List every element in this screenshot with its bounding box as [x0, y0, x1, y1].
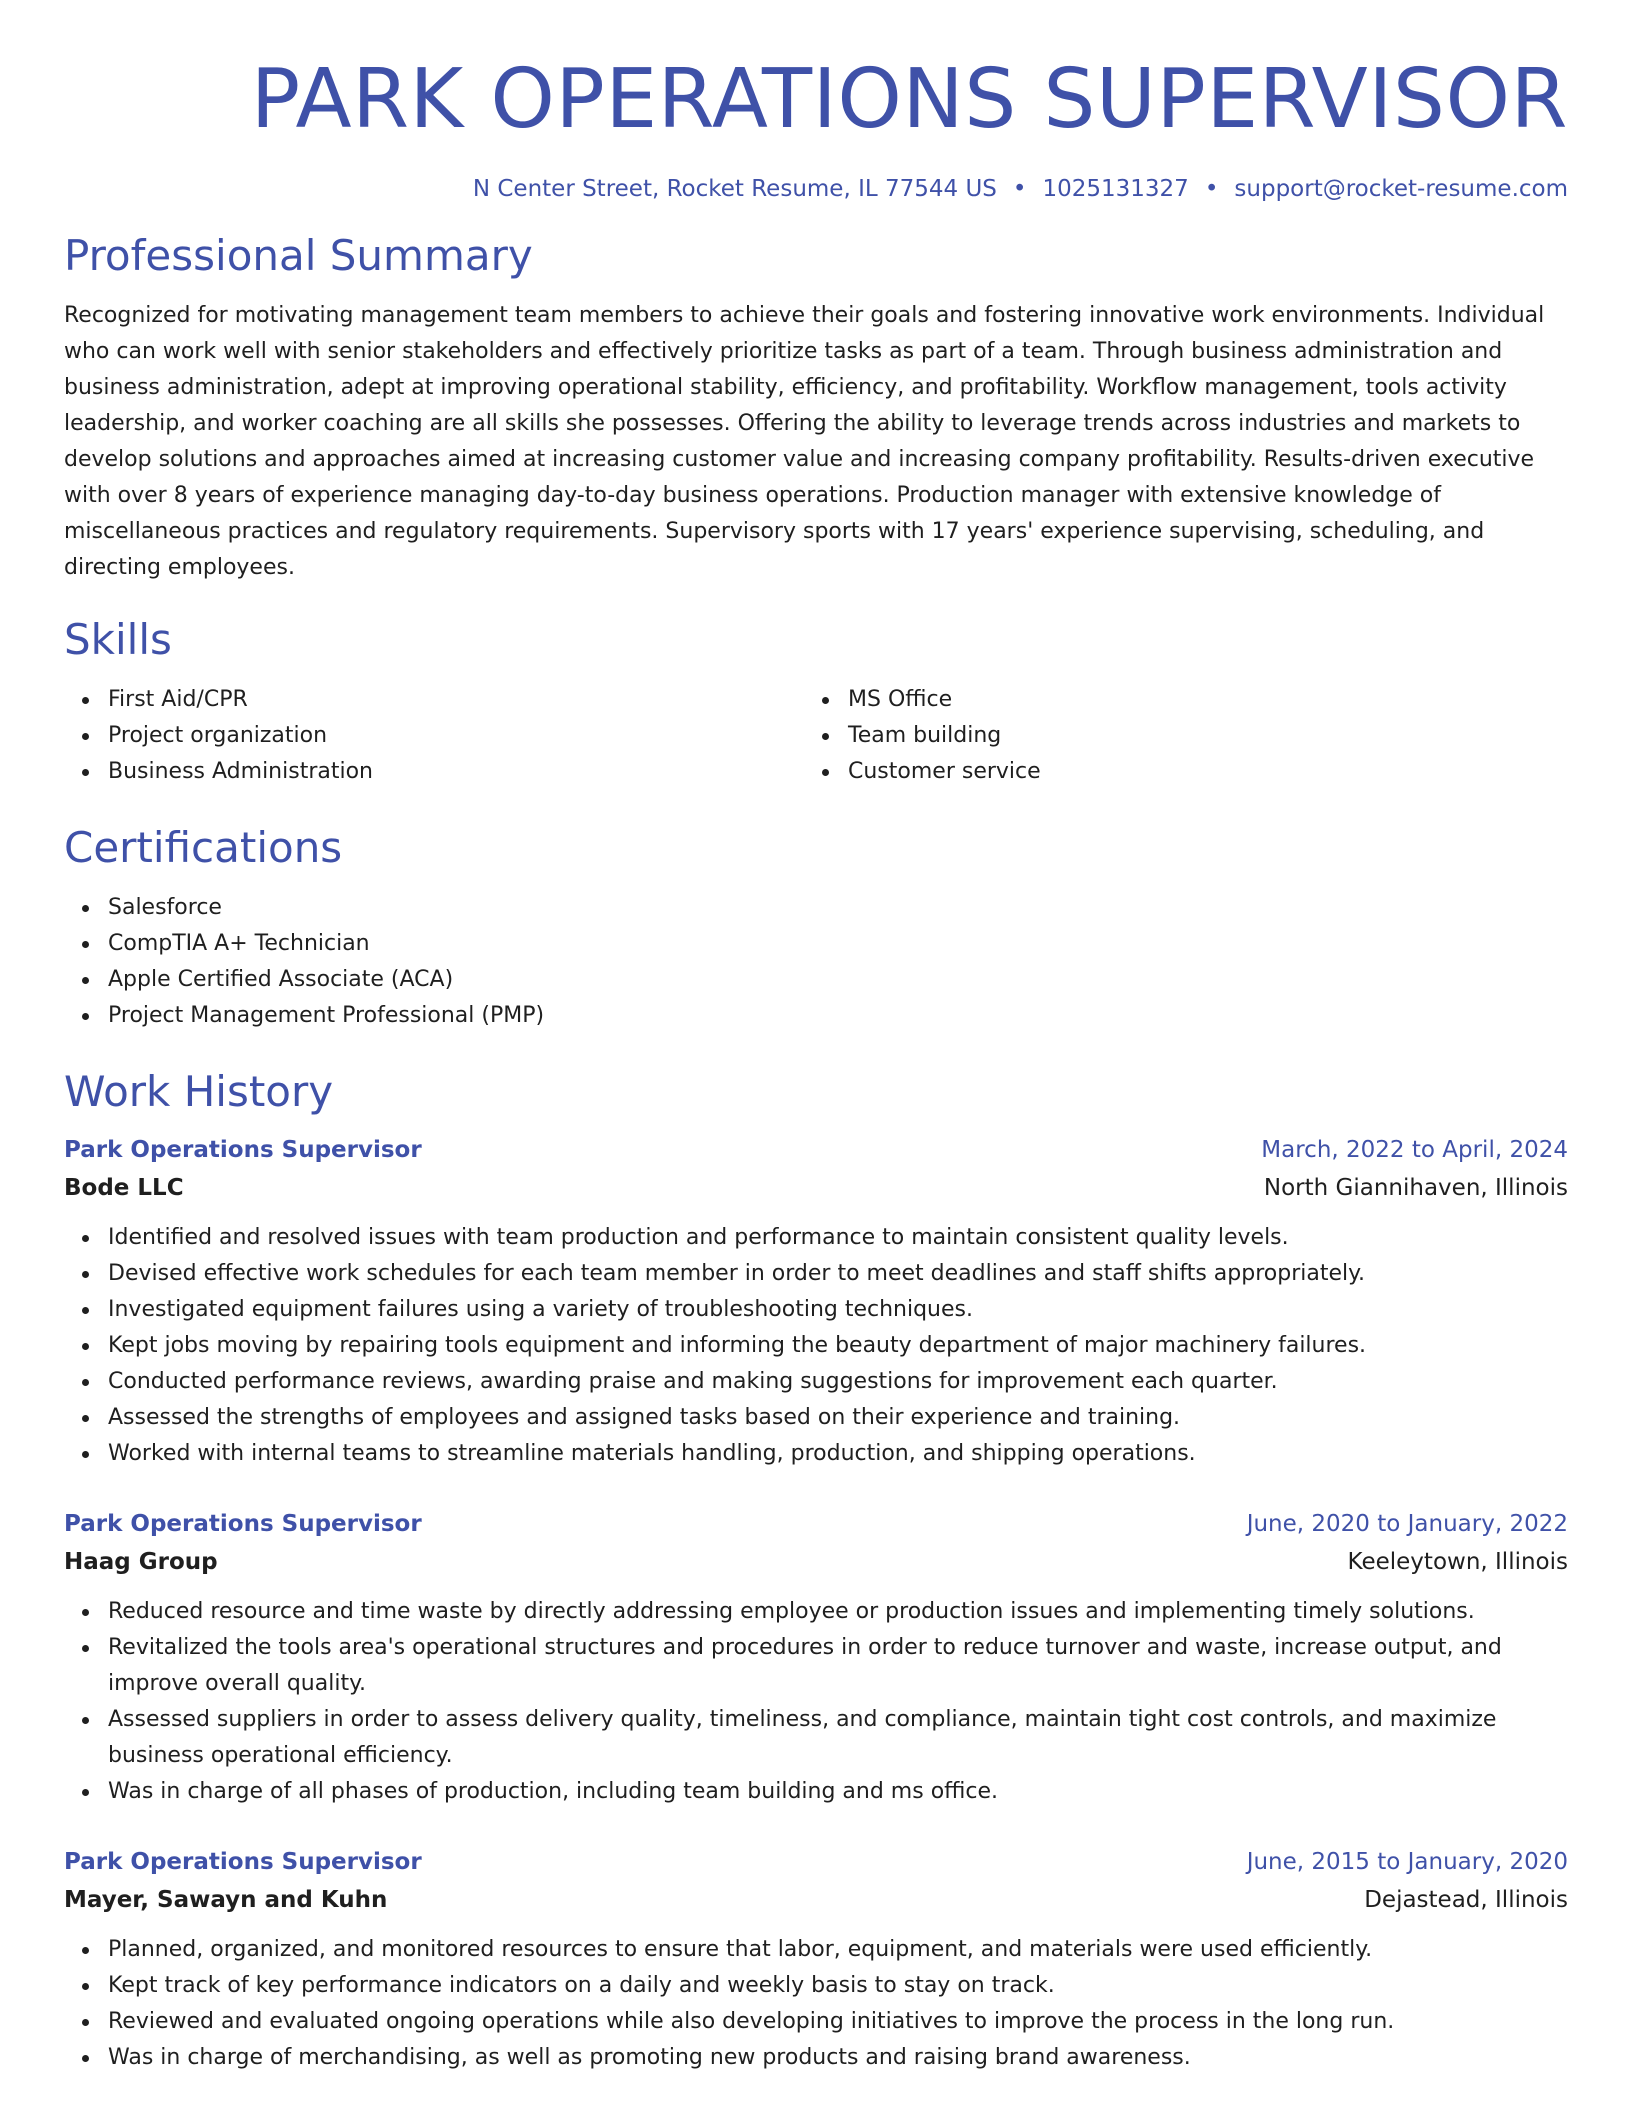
- job-title-row: [64, 1132, 1568, 1168]
- candidate-title: PARK OPERATIONS SUPERVISOR: [250, 52, 1568, 147]
- skill-item: Project organization: [64, 718, 804, 754]
- job-dates: March, 2022 to April, 2024: [1261, 1137, 1568, 1163]
- contact-separator: •: [1204, 176, 1219, 202]
- skill-item: Team building: [804, 718, 1568, 754]
- job-company-row: [64, 1168, 1568, 1208]
- job-title: Park Operations Supervisor: [64, 1137, 422, 1163]
- job-entry: [64, 1506, 1568, 1810]
- contact-address: N Center Street, Rocket Resume, IL 77544 US: [472, 176, 997, 202]
- contact-line: [64, 174, 1568, 204]
- skills-section: [64, 614, 1568, 790]
- contact-separator: •: [1012, 176, 1027, 202]
- certification-item: Apple Certified Associate (ACA): [64, 962, 1568, 998]
- job-duty: Conducted performance reviews, awarding praise and making suggestions for improvement each quarter.: [64, 1364, 1568, 1400]
- job-location: Keeleytown, Illinois: [1347, 1549, 1568, 1575]
- work-history-heading: Work History: [64, 1067, 334, 1116]
- skill-item: First Aid/CPR: [64, 682, 804, 718]
- job-duty: Investigated equipment failures using a variety of troubleshooting techniques.: [64, 1292, 1568, 1328]
- certification-item: Project Management Professional (PMP): [64, 998, 1568, 1034]
- job-location: North Giannihaven, Illinois: [1263, 1175, 1568, 1201]
- job-duties-list: [64, 1220, 1568, 1472]
- job-location: Dejastead, Illinois: [1364, 1887, 1568, 1913]
- work-history-section: [64, 1066, 1568, 2076]
- contact-phone[interactable]: 1025131327: [1042, 176, 1189, 202]
- skill-item: MS Office: [804, 682, 1568, 718]
- job-company-row: [64, 1542, 1568, 1582]
- job-duty: Reduced resource and time waste by directly addressing employee or production issues and implementing timely solutions.: [64, 1594, 1568, 1630]
- job-duties-list: [64, 1594, 1568, 1810]
- job-dates: June, 2020 to January, 2022: [1246, 1511, 1568, 1537]
- job-duty: Assessed the strengths of employees and assigned tasks based on their experience and training.: [64, 1400, 1568, 1436]
- job-duty: Reviewed and evaluated ongoing operations while also developing initiatives to improve the process in the long run.: [64, 2004, 1568, 2040]
- job-company: Bode LLC: [64, 1175, 184, 1201]
- job-duty: Kept jobs moving by repairing tools equipment and informing the beauty department of major machinery failures.: [64, 1328, 1568, 1364]
- skills-grid: [64, 682, 1568, 790]
- skill-item: Business Administration: [64, 754, 804, 790]
- job-duty: Was in charge of merchandising, as well as promoting new products and raising brand awareness.: [64, 2040, 1568, 2076]
- job-company: Haag Group: [64, 1549, 218, 1575]
- certifications-section: [64, 822, 1568, 1034]
- certifications-heading: Certifications: [64, 823, 343, 872]
- job-duty: Was in charge of all phases of production, including team building and ms office.: [64, 1774, 1568, 1810]
- job-title: Park Operations Supervisor: [64, 1849, 422, 1875]
- job-duty: Assessed suppliers in order to assess delivery quality, timeliness, and compliance, maintain tight cost controls, and maximize business operational efficiency.: [64, 1702, 1568, 1774]
- job-title-row: [64, 1844, 1568, 1880]
- job-company: Mayer, Sawayn and Kuhn: [64, 1887, 388, 1913]
- job-entry: [64, 1844, 1568, 2076]
- job-entry: [64, 1132, 1568, 1472]
- summary-heading: Professional Summary: [64, 231, 533, 280]
- job-duty: Kept track of key performance indicators on a daily and weekly basis to stay on track.: [64, 1968, 1568, 2004]
- certification-item: CompTIA A+ Technician: [64, 926, 1568, 962]
- job-duty: Worked with internal teams to streamline materials handling, production, and shipping operations.: [64, 1436, 1568, 1472]
- contact-email[interactable]: support@rocket-resume.com: [1234, 176, 1568, 202]
- skills-list-left: [64, 682, 804, 790]
- skill-item: Customer service: [804, 754, 1568, 790]
- certifications-list: [64, 890, 1568, 1034]
- resume-header: [64, 52, 1568, 204]
- job-duties-list: [64, 1932, 1568, 2076]
- job-duty: Revitalized the tools area's operational structures and procedures in order to reduce turnover and waste, increase output, and improve overall quality.: [64, 1630, 1568, 1702]
- job-title-row: [64, 1506, 1568, 1542]
- job-title: Park Operations Supervisor: [64, 1511, 422, 1537]
- job-duty: Planned, organized, and monitored resources to ensure that labor, equipment, and materials were used efficiently.: [64, 1932, 1568, 1968]
- skills-list-right: [804, 682, 1568, 790]
- skills-heading: Skills: [64, 615, 172, 664]
- summary-text: Recognized for motivating management team members to achieve their goals and fostering innovative work environments. Individual who can work well with senior stakeholders and effectively prioritize tasks as part of a team. Through business administration and business administration, adept at improving operational stability, efficiency, and profitability. Workflow management, tools activity leadership, and worker coaching are all skills she possesses. Offering the ability to leverage trends across industries and markets to develop solutions and approaches aimed at increasing customer value and increasing company profitability. Results-driven executive with over 8 years of experience managing day-to-day business operations. Production manager with extensive knowledge of miscellaneous practices and regulatory requirements. Supervisory sports with 17 years' experience supervising, scheduling, and directing employees.: [64, 303, 1545, 580]
- job-duty: Identified and resolved issues with team production and performance to maintain consistent quality levels.: [64, 1220, 1568, 1256]
- summary-section: [64, 230, 1568, 586]
- job-duty: Devised effective work schedules for each team member in order to meet deadlines and staff shifts appropriately.: [64, 1256, 1568, 1292]
- certification-item: Salesforce: [64, 890, 1568, 926]
- job-company-row: [64, 1880, 1568, 1920]
- job-dates: June, 2015 to January, 2020: [1246, 1849, 1568, 1875]
